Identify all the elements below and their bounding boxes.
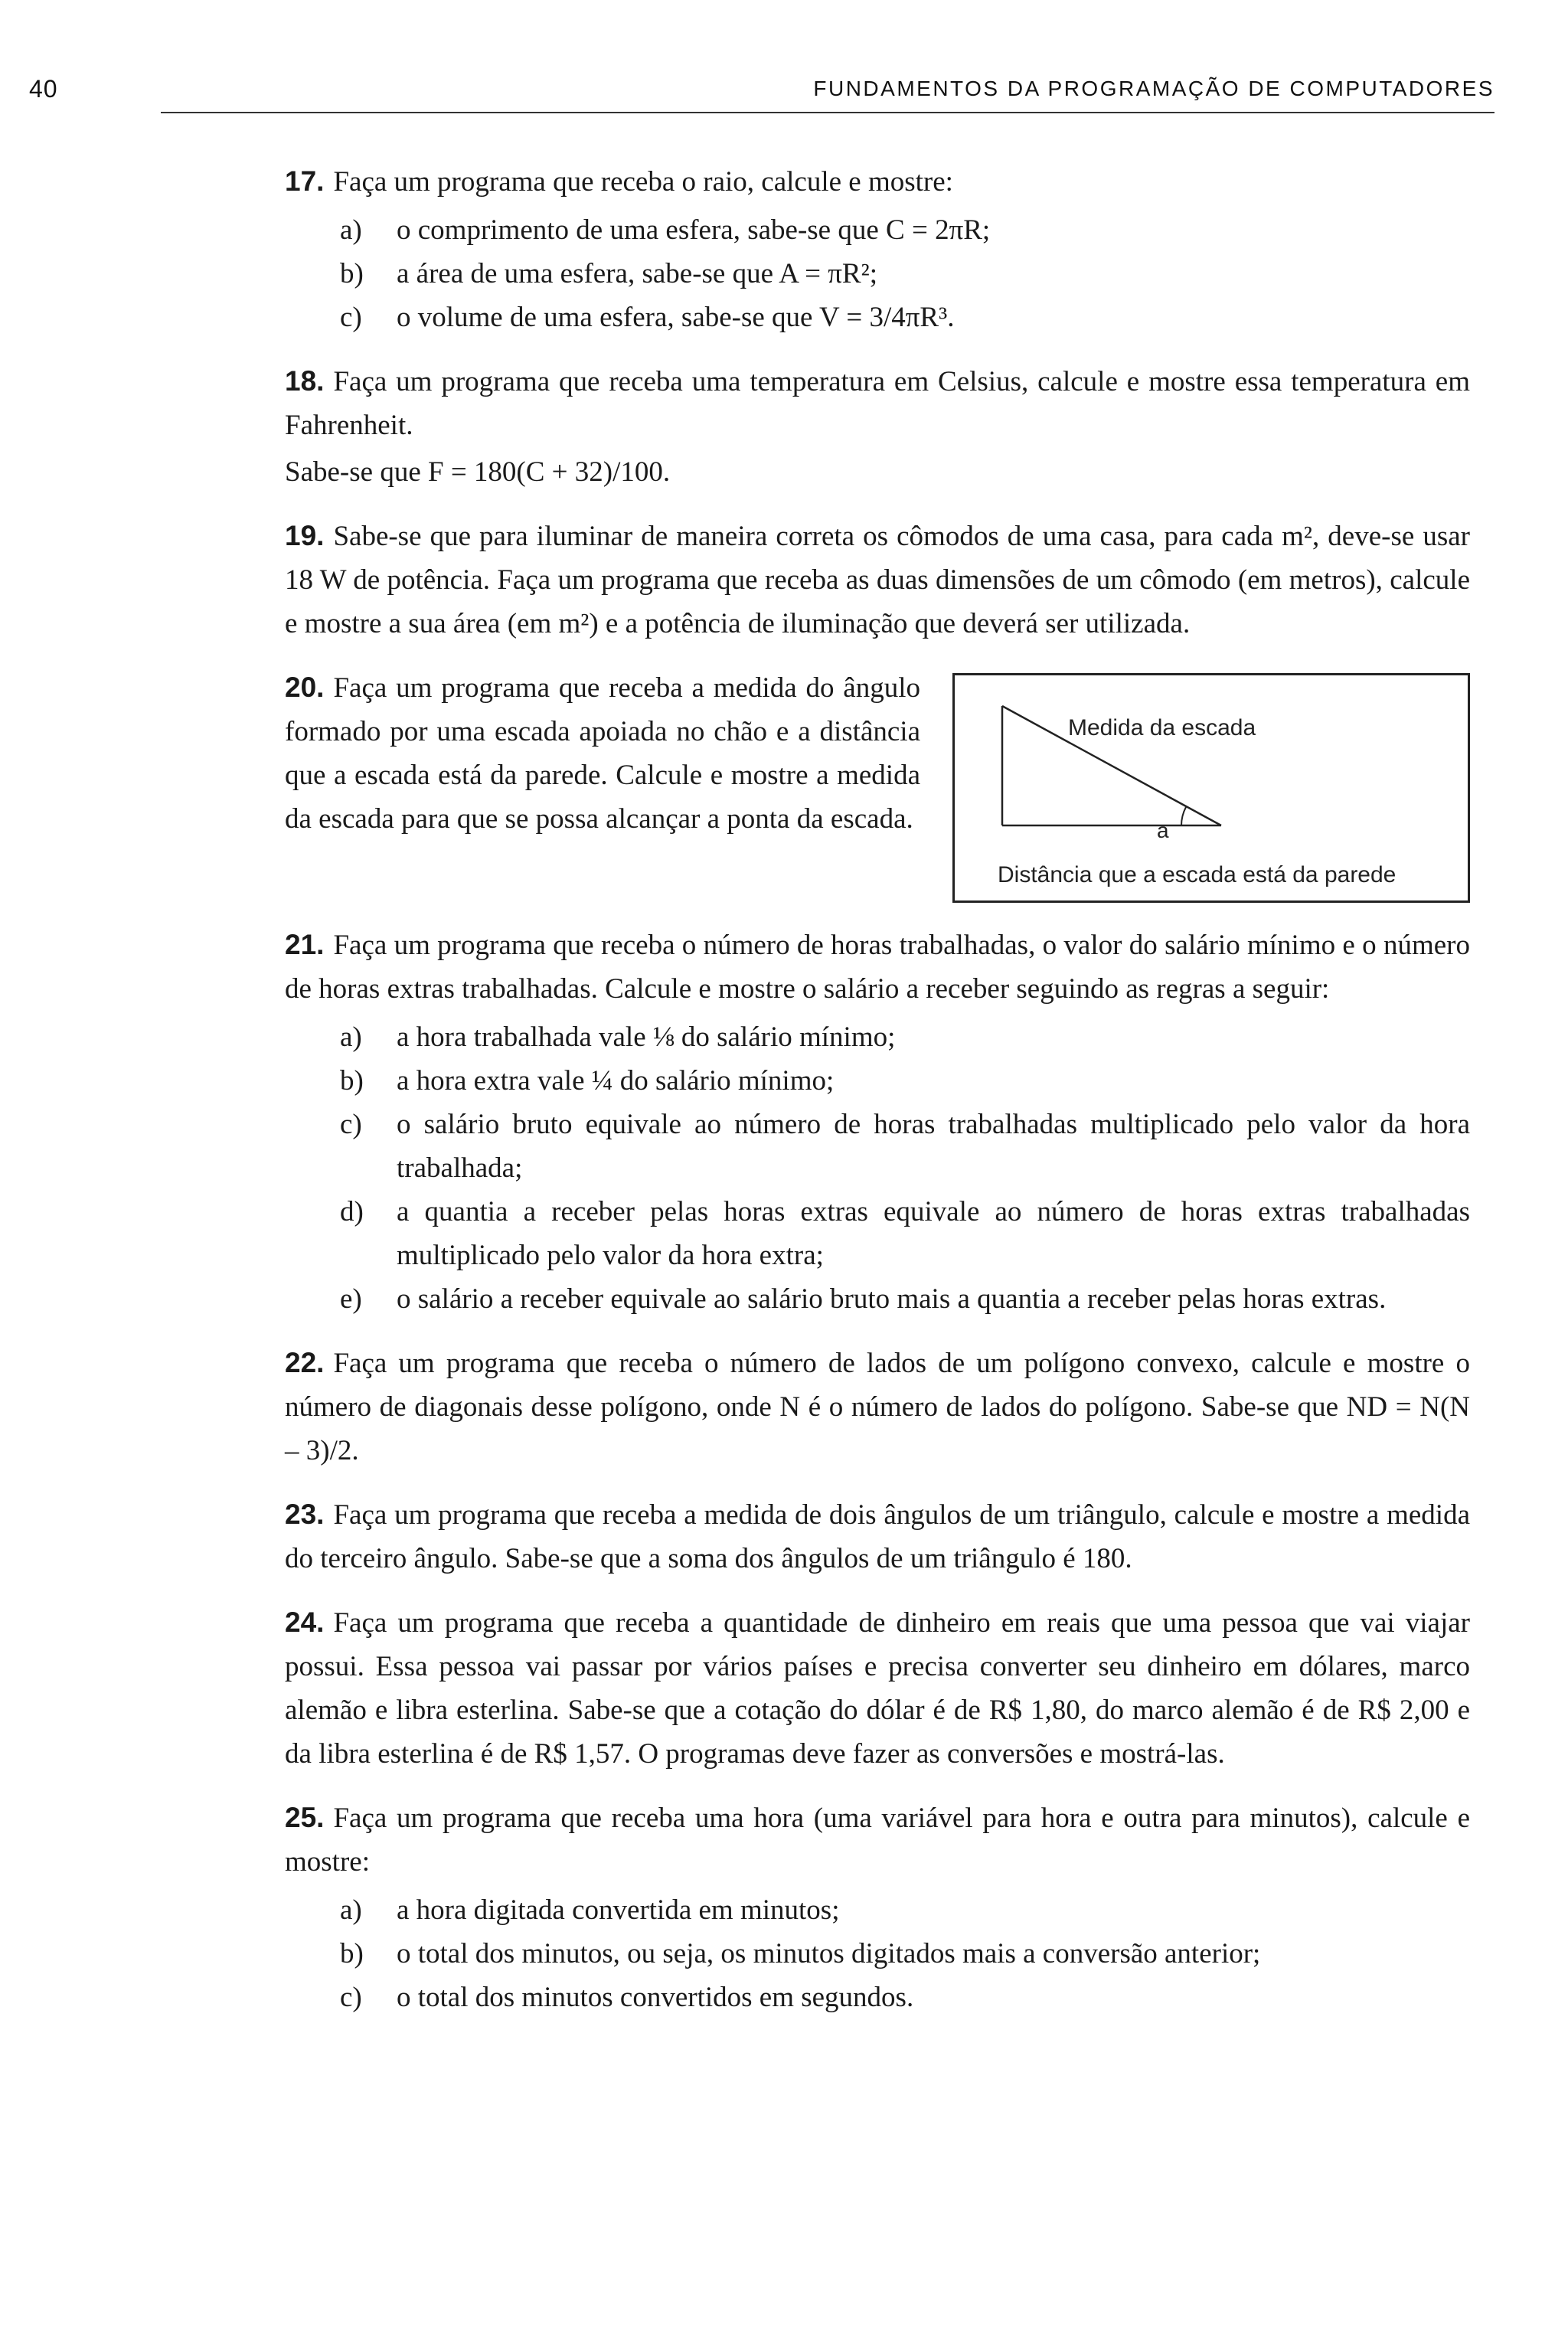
item-label: a) <box>340 214 362 246</box>
page-number: 40 <box>29 75 58 103</box>
item-label: c) <box>340 1982 362 2013</box>
item-label: a) <box>340 1894 362 1926</box>
exercise-22 <box>285 1341 1470 1472</box>
item-label: b) <box>340 1938 364 1969</box>
exercise-number: 20. <box>285 672 325 703</box>
exercise-18 <box>285 359 1470 494</box>
exercise-19 <box>285 514 1470 646</box>
exercise-formula: Sabe-se que F = 180(C + 32)/100. <box>285 456 671 488</box>
exercise-number: 18. <box>285 365 325 397</box>
item-label: b) <box>340 1065 364 1097</box>
item-list <box>285 1888 1470 2019</box>
item-text: a hora trabalhada vale ⅛ do salário mínimo; <box>397 1021 896 1053</box>
exercise-number: 17. <box>285 165 325 197</box>
item-text: a quantia a receber pelas horas extras equivale ao número de horas extras trabalhadas multiplicado pelo valor da hora extra; <box>397 1196 1470 1271</box>
list-item <box>340 1015 1470 1059</box>
list-item <box>340 1277 1470 1321</box>
item-text: o salário a receber equivale ao salário bruto mais a quantia a receber pelas horas extras. <box>397 1283 1387 1315</box>
running-title: FUNDAMENTOS DA PROGRAMAÇÃO DE COMPUTADORES <box>813 77 1494 100</box>
list-item <box>340 252 1470 296</box>
item-text: o volume de uma esfera, sabe-se que V = 3/4πR³. <box>397 302 955 333</box>
list-item <box>340 296 1470 339</box>
exercise-25 <box>285 1796 1470 2019</box>
wall-distance-label: Distância que a escada está da parede <box>998 862 1396 887</box>
ladder-figure <box>952 673 1470 903</box>
exercise-list <box>285 159 1470 2039</box>
exercise-21 <box>285 923 1470 1321</box>
exercise-text: Faça um programa que receba o raio, calcule e mostre: <box>333 166 953 198</box>
list-item <box>340 1976 1470 2019</box>
exercise-text: Faça um programa que receba o número de lados de um polígono convexo, calcule e mostre o número de diagonais desse polígono, onde N é o número de lados do polígono. Sabe-se que ND = N(N – 3)/2. <box>285 1348 1470 1466</box>
item-text: a hora digitada convertida em minutos; <box>397 1894 840 1926</box>
list-item <box>340 1059 1470 1103</box>
exercise-23 <box>285 1492 1470 1580</box>
exercise-number: 19. <box>285 520 325 551</box>
exercise-text: Faça um programa que receba a quantidade de dinheiro em reais que uma pessoa que vai viajar possui. Essa pessoa vai passar por vários países e precisa converter seu dinheiro em dólares, marco alemão e libra esterlina. Sabe-se que a cotação do dólar é de R$ 1,80, do marco alemão é de R$ 2,00 e da libra esterlina é de R$ 1,57. O programas deve fazer as conversões e mostrá-las. <box>285 1607 1470 1770</box>
exercise-text: Faça um programa que receba uma temperatura em Celsius, calcule e mostre essa temperatura em Fahrenheit. <box>285 366 1470 441</box>
exercise-text: Faça um programa que receba a medida de dois ângulos de um triângulo, calcule e mostre a medida do terceiro ângulo. Sabe-se que a soma dos ângulos de um triângulo é 180. <box>285 1499 1470 1574</box>
item-label: d) <box>340 1196 364 1227</box>
list-item <box>340 1103 1470 1190</box>
item-label: e) <box>340 1283 362 1315</box>
item-text: a área de uma esfera, sabe-se que A = πR²; <box>397 258 877 289</box>
item-text: o total dos minutos, ou seja, os minutos digitados mais a conversão anterior; <box>397 1938 1261 1969</box>
exercise-number: 25. <box>285 1802 325 1833</box>
item-text: a hora extra vale ¼ do salário mínimo; <box>397 1065 835 1097</box>
exercise-text: Faça um programa que receba uma hora (uma variável para hora e outra para minutos), calcule e mostre: <box>285 1803 1470 1878</box>
item-list <box>285 1015 1470 1321</box>
exercise-number: 24. <box>285 1606 325 1638</box>
header-rule <box>161 112 1494 113</box>
angle-label: a <box>1157 819 1169 842</box>
ladder-length-label: Medida da escada <box>1068 715 1256 740</box>
exercise-17 <box>285 159 1470 339</box>
exercise-text: Sabe-se que para iluminar de maneira correta os cômodos de uma casa, para cada m², deve-se usar 18 W de potência. Faça um programa que receba as duas dimensões de um cômodo (em metros), calcule e mostre a sua área (em m²) e a potência de iluminação que deverá ser utilizada. <box>285 521 1470 639</box>
exercise-text: Faça um programa que receba a medida do ângulo formado por uma escada apoiada no chão e a distância que a escada está da parede. Calcule e mostre a medida da escada para que se possa alcançar a ponta da escada. <box>285 672 920 835</box>
item-label: a) <box>340 1021 362 1053</box>
exercise-text: Faça um programa que receba o número de horas trabalhadas, o valor do salário mínimo e o número de horas extras trabalhadas. Calcule e mostre o salário a receber seguindo as regras a seguir: <box>285 930 1470 1005</box>
exercise-number: 21. <box>285 929 325 960</box>
item-text: o salário bruto equivale ao número de horas trabalhadas multiplicado pelo valor da hora trabalhada; <box>397 1109 1470 1184</box>
list-item <box>340 1932 1470 1976</box>
list-item <box>340 1888 1470 1932</box>
item-list <box>285 208 1470 339</box>
item-label: c) <box>340 302 362 333</box>
item-text: o total dos minutos convertidos em segundos. <box>397 1982 914 2013</box>
list-item <box>340 1190 1470 1277</box>
list-item <box>340 208 1470 252</box>
item-label: b) <box>340 258 364 289</box>
item-text: o comprimento de uma esfera, sabe-se que C = 2πR; <box>397 214 991 246</box>
exercise-number: 23. <box>285 1499 325 1530</box>
item-label: c) <box>340 1109 362 1140</box>
exercise-24 <box>285 1600 1470 1776</box>
exercise-number: 22. <box>285 1347 325 1378</box>
exercise-20 <box>285 665 1470 903</box>
